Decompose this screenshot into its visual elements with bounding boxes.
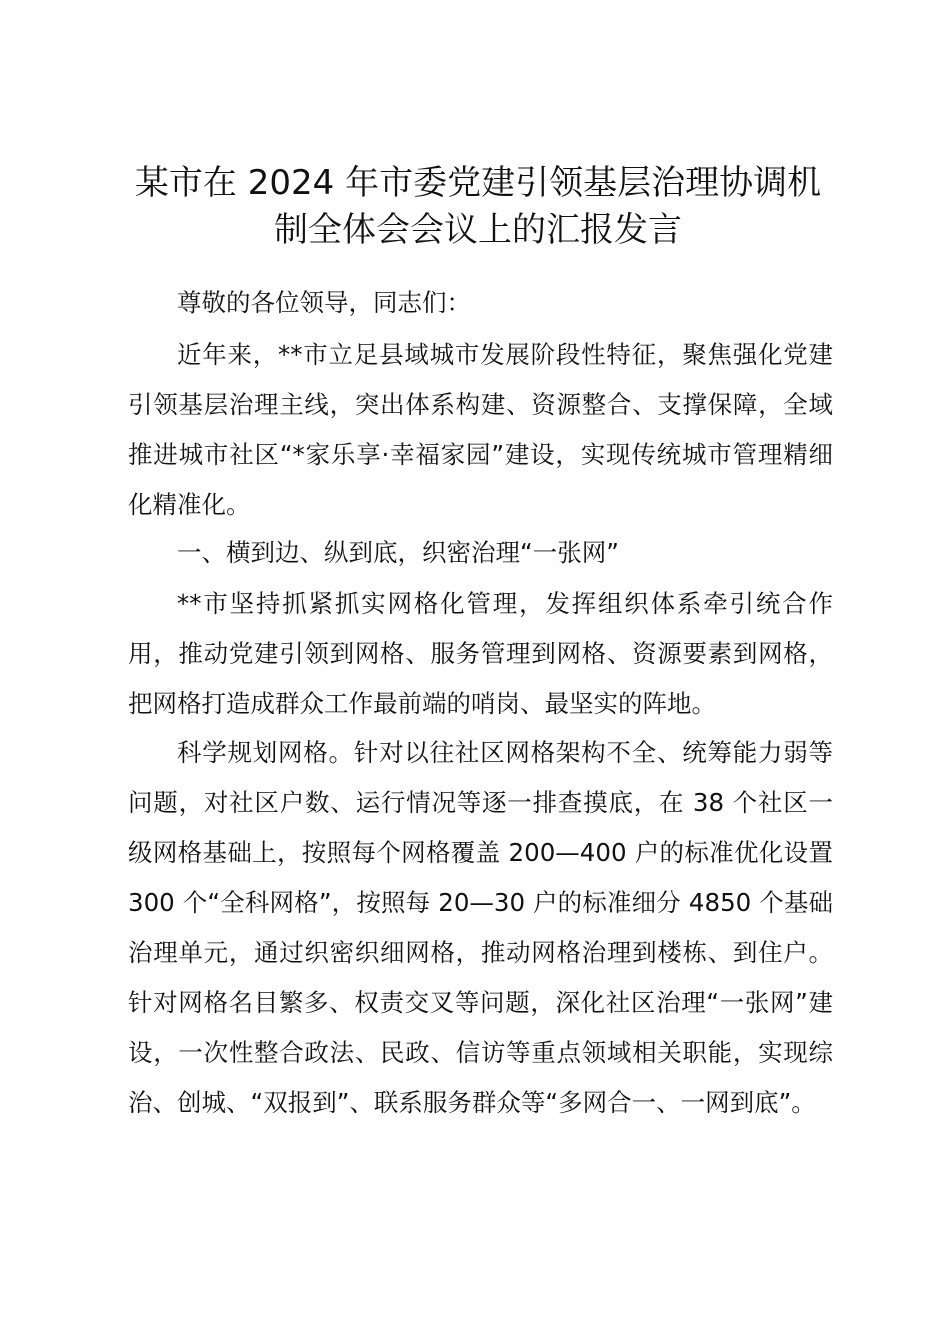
document-title [118,160,838,254]
paragraph-intro: 近年来，**市立足县域城市发展阶段性特征，聚焦强化党建引领基层治理主线，突出体系构建、资源整合、支撑保障，全域推进城市社区“*家乐享·幸福家园”建设，实现传统城市管理精细化精准化。 [128,340,833,519]
section-heading-1: 一、横到边、纵到底，织密治理“一张网” [177,538,619,567]
document-title-line-2: 制全体会会议上的汇报发言 [274,210,682,250]
paragraph-grid-management: **市坚持抓紧抓实网格化管理，发挥组织体系牵引统合作用，推动党建引领到网格、服务管理到网格、资源要素到网格，把网格打造成群众工作最前端的哨岗、最坚实的阵地。 [128,589,833,718]
greeting: 尊敬的各位领导，同志们： [177,288,471,317]
document-title-line-1: 某市在 2024 年市委党建引领基层治理协调机 [134,163,822,203]
paragraph-scientific-planning: 科学规划网格。针对以往社区网格架构不全、统筹能力弱等问题，对社区户数、运行情况等逐一排查摸底，在 38 个社区一级网格基础上，按照每个网格覆盖 200—400 户的标准优化设置 300 个“全科网格”，按照每 20—30 户的标准细分 4850 个基础治理单元，通过织密织细网格，推动网格治理到楼栋、到住户。针对网格名目繁多、权责交叉等问题，深化社区治理“一张网”建设，一次性整合政法、民政、信访等重点领域相关职能，实现综治、创城、“双报到”、联系服务群众等“多网合一、一网到底”。 [128,738,833,1117]
